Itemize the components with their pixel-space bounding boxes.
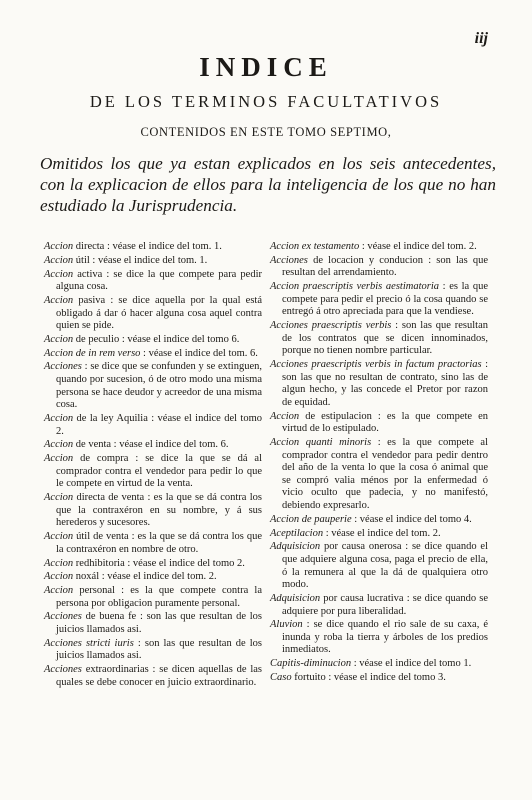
- entry-text: de compra : se dice la que se dá al comprador contra el vendedor para pedir lo que le compete en virtud de la venta.: [56, 453, 262, 490]
- entry-term: Accion praescriptis verbis aestimatoria: [270, 281, 439, 293]
- left-column: [44, 241, 262, 691]
- index-entry: [44, 453, 262, 491]
- index-entry: [44, 664, 262, 689]
- entry-term: Capitis-diminucion: [270, 658, 352, 670]
- index-entry: [270, 281, 488, 319]
- index-entry: [270, 255, 488, 280]
- entry-text: : es la que compete al comprador contra el vendedor para pedir dentro del año de la venta lo que la cosa ó animal que se compró valia ménos por la enfermedad ó vicio oculto que padecia, y no manifestó, debiendo expresarlo.: [282, 437, 488, 511]
- index-entry: [44, 348, 262, 361]
- entry-term: Acciones: [44, 664, 82, 676]
- entry-term: Accion ex testamento: [270, 241, 360, 252]
- entry-term: Accion: [44, 531, 74, 543]
- entry-text: personal : es la que compete contra la persona por obligacion puramente personal.: [56, 585, 262, 609]
- entry-text: : son las que no resultan de contrato, sino las de algun hecho, y las concede el Pretor por razon de equidad.: [282, 359, 489, 408]
- right-column: [270, 241, 488, 686]
- entry-term: Accion: [44, 439, 74, 451]
- index-entry: [44, 269, 262, 294]
- entry-text: : véase el indice del tomo 1.: [353, 658, 472, 670]
- page-subtitle-secondary: CONTENIDOS EN ESTE TOMO SEPTIMO,: [140, 125, 392, 139]
- page-folio: iij: [474, 30, 488, 47]
- index-entry: [44, 492, 262, 530]
- entry-text: : se dice quando el rio sale de su caxa, é inunda y roba la tierra y árboles de los predios inmediatos.: [282, 619, 488, 656]
- entry-text: : véase el indice del tomo 4.: [354, 513, 472, 525]
- index-entry: [44, 439, 262, 452]
- entry-term: Acciones: [270, 254, 308, 266]
- entry-text: : véase el indice del tom. 2.: [361, 241, 477, 252]
- entry-term: Accion: [44, 268, 74, 280]
- entry-text: : véase el indice del tom. 2.: [325, 527, 441, 539]
- index-entry: [44, 413, 262, 438]
- entry-term: Accion de pauperie: [270, 513, 352, 525]
- entry-term: Accion: [44, 585, 74, 597]
- index-entry: [44, 531, 262, 556]
- entry-text: de la ley Aquilia : véase el indice del tomo 2.: [56, 413, 262, 437]
- index-entry: [270, 320, 488, 358]
- index-entry: [44, 361, 262, 411]
- entry-text: por causa lucrativa : se dice quando se adquiere por pura liberalidad.: [282, 592, 488, 617]
- entry-term: Accion: [44, 241, 74, 252]
- entry-text: redhibitoria : véase el indice del tomo 2.: [75, 557, 245, 569]
- index-entry: [270, 411, 488, 436]
- entry-term: Adquisicion: [270, 541, 321, 553]
- page-title: INDICE: [199, 52, 333, 82]
- entry-term: Accion: [44, 294, 74, 306]
- index-entry: [270, 528, 488, 541]
- entry-text: de estipulacion : es la que compete en virtud de lo estipulado.: [282, 410, 489, 435]
- entry-text: directa : véase el indice del tom. 1.: [75, 241, 222, 252]
- index-entry: [270, 658, 488, 671]
- index-entry: [270, 593, 488, 618]
- entry-term: Accion: [44, 453, 74, 465]
- index-entry: [44, 611, 262, 636]
- entry-text: útil : véase el indice del tom. 1.: [75, 254, 208, 266]
- entry-term: Accion de in rem verso: [44, 347, 141, 359]
- index-entry: [44, 585, 262, 610]
- index-entry: [270, 541, 488, 591]
- entry-text: : se dice que se confunden y se extinguen, quando por sucesion, ó de otro modo una misma persona se hace deudor y acreedor de una misma cosa.: [56, 361, 263, 411]
- entry-text: de locacion y conducion : son las que resultan del arrendamiento.: [282, 254, 489, 279]
- entry-text: : son las que resultan de los contratos que se dicen innominados, porque no tienen nombre particular.: [282, 320, 488, 357]
- entry-term: Aceptilacion: [270, 527, 324, 539]
- entry-text: de peculio : véase el indice del tomo 6.: [75, 333, 240, 345]
- entry-text: noxál : véase el indice del tom. 2.: [75, 571, 217, 583]
- entry-term: Caso: [270, 672, 292, 684]
- index-entry: [270, 437, 488, 513]
- entry-text: de buena fe : son las que resultan de los juicios llamados asi.: [56, 611, 263, 636]
- entry-term: Accion: [270, 410, 300, 422]
- entry-term: Accion: [44, 413, 74, 425]
- entry-term: Adquisicion: [270, 592, 321, 604]
- entry-term: Accion: [44, 254, 74, 266]
- entry-text: : véase el indice del tom. 6.: [143, 347, 258, 359]
- entry-text: fortuito : véase el indice del tomo 3.: [294, 672, 446, 684]
- entry-term: Accion: [44, 492, 74, 504]
- index-entry: [44, 334, 262, 347]
- entry-term: Acciones: [44, 361, 82, 373]
- index-entry: [44, 558, 262, 571]
- index-entry: [270, 619, 488, 657]
- index-entry: [270, 241, 488, 254]
- entry-term: Acciones: [44, 611, 82, 623]
- entry-term: Aluvion: [270, 619, 303, 631]
- entry-text: directa de venta : es la que se dá contra los que la contraxéron en su nombre, y á sus herederos y sucesores.: [56, 492, 262, 529]
- entry-text: activa : se dice la que compete para pedir alguna cosa.: [56, 268, 262, 293]
- index-entry: [270, 359, 488, 409]
- entry-term: Accion quanti minoris: [270, 437, 372, 449]
- index-entry: [270, 672, 488, 685]
- entry-text: : es la que compete para pedir el precio ó la cosa quando se entregó á otro apreciada para que la vendiese.: [282, 281, 488, 318]
- entry-term: Acciones stricti iuris: [44, 637, 134, 649]
- index-entry: [270, 514, 488, 527]
- entry-text: : son las que resultan de los juicios llamados asi.: [56, 637, 263, 662]
- entry-term: Accion: [44, 557, 74, 569]
- entry-term: Accion: [44, 333, 74, 345]
- entry-term: Accion: [44, 571, 74, 583]
- entry-text: extraordinarias : se dicen aquellas de las quales se debe conocer en juicio extraordinario.: [56, 664, 262, 688]
- entry-text: de venta : véase el indice del tom. 6.: [75, 439, 229, 451]
- index-entry: [44, 241, 262, 254]
- index-entry: [44, 295, 262, 333]
- entry-text: por causa onerosa : se dice quando el que adquiere alguna cosa, paga el precio de ella, ó la remunera al que la dá de qualquiera otro modo.: [282, 541, 489, 591]
- intro-paragraph: Omitidos los que ya estan explicados en los seis antecedentes, con la explicacion de ellos para la inteligencia de los que no han estudiado la Jurisprudencia.: [40, 154, 496, 215]
- index-entry: [44, 255, 262, 268]
- entry-term: Acciones praescriptis verbis in factum practorias: [270, 359, 482, 371]
- index-entry: [44, 638, 262, 663]
- entry-text: pasiva : se dice aquella por la qual está obligado á dar ó hacer alguna cosa aquel contra quien se pide.: [56, 294, 263, 332]
- entry-term: Acciones praescriptis verbis: [270, 320, 392, 332]
- index-entry: [44, 571, 262, 584]
- page-subtitle: DE LOS TERMINOS FACULTATIVOS: [89, 92, 443, 111]
- entry-text: útil de venta : es la que se dá contra los que la contraxéron en nombre de otro.: [56, 531, 263, 555]
